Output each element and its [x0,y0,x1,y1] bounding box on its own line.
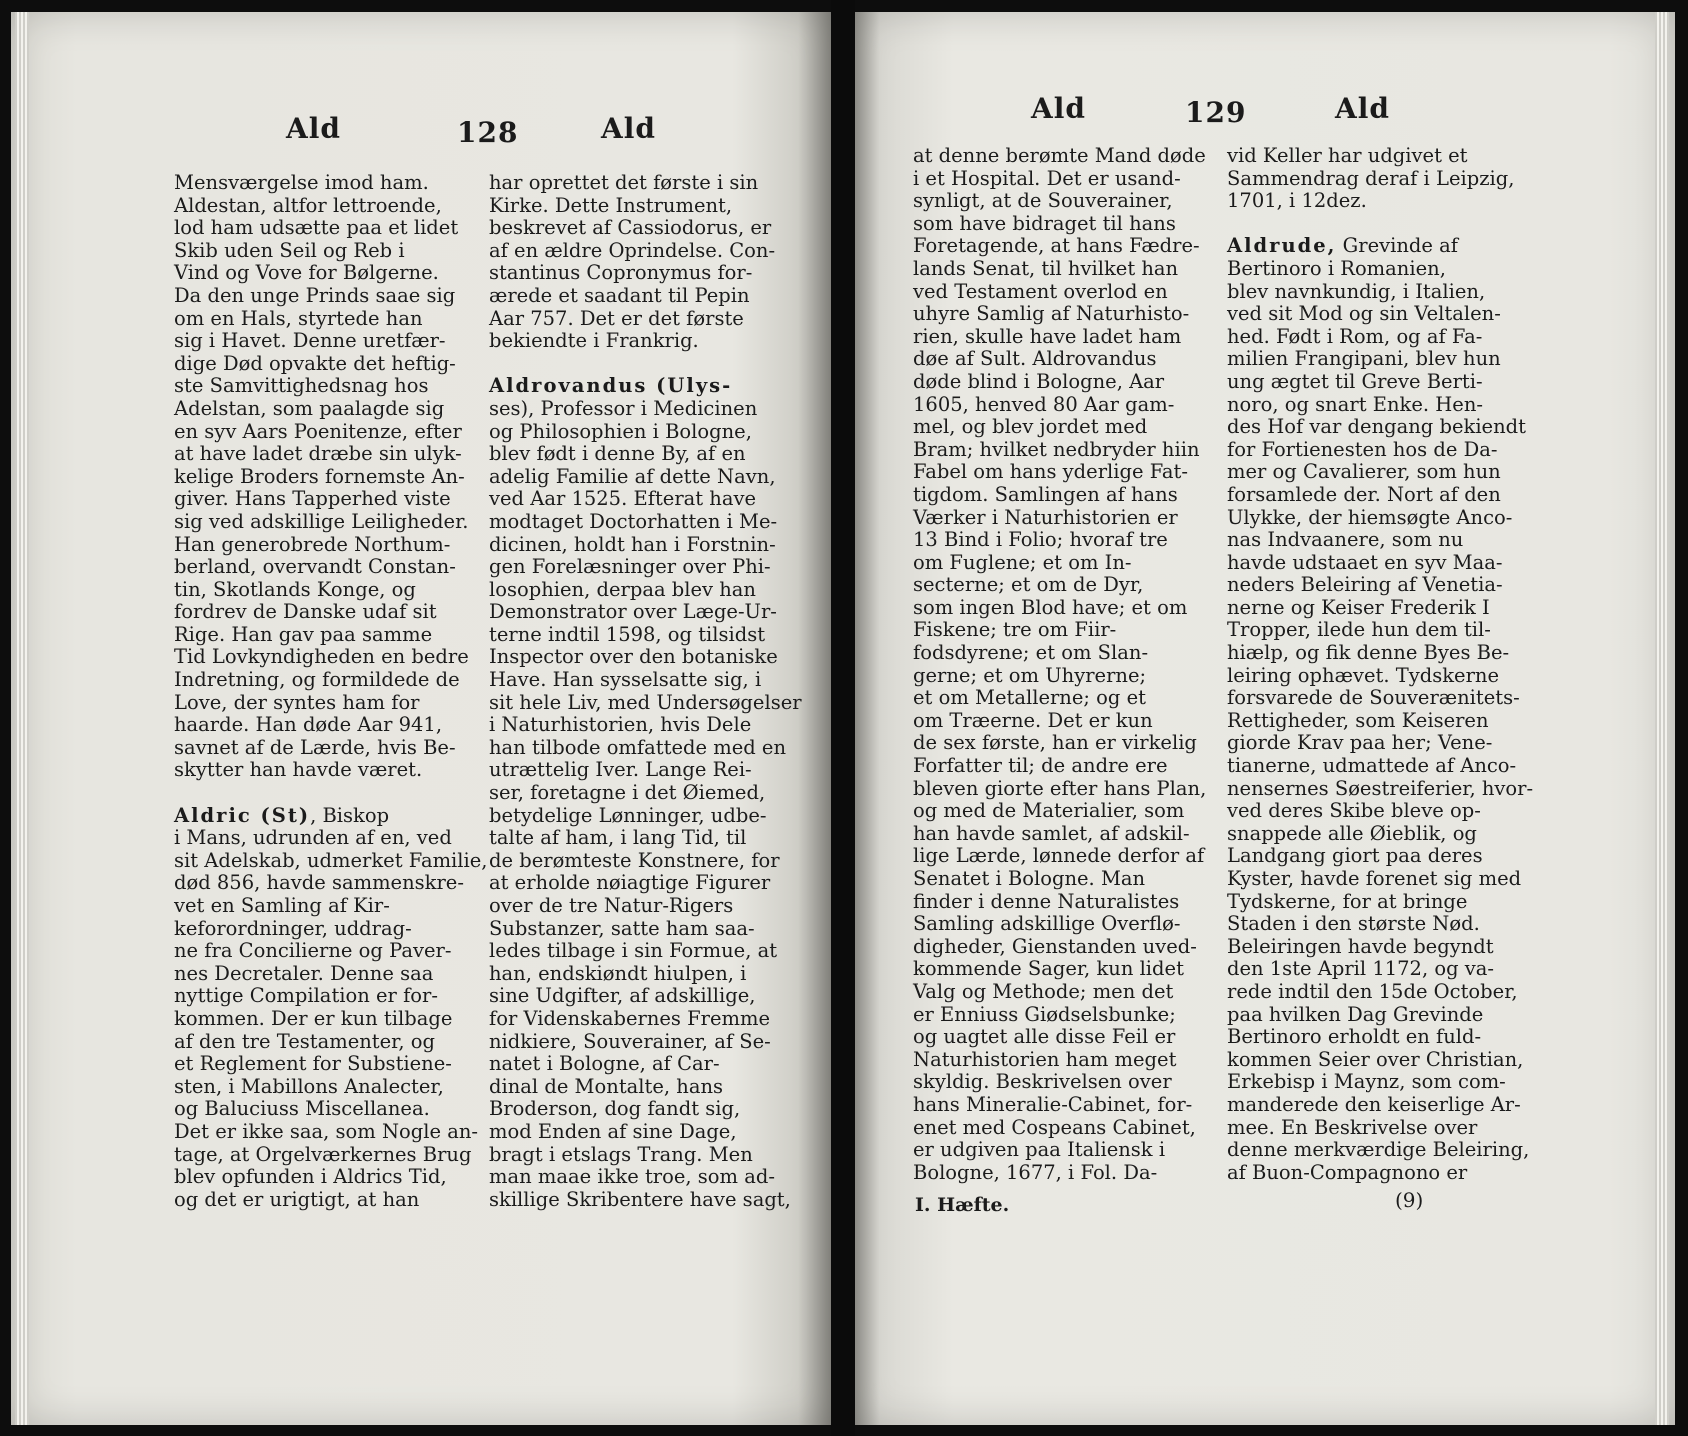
text-line: Kirke. Dette Instrument, [489,193,733,217]
text-line: og det er urigtigt, at han [174,1187,420,1211]
text-line: for Fortienesten hos de Da- [1227,437,1498,461]
text-line: og uagtet alle disse Feil er [913,1025,1176,1049]
text-line: Beleiringen havde begyndt [1227,934,1494,958]
text-line: 1605, henved 80 Aar gam- [913,392,1175,416]
text-line: Staden i den største Nød. [1227,912,1480,936]
text-line: milien Frangipani, blev hun [1227,347,1501,371]
running-head-right: Ald [1335,92,1390,125]
text-line: modtaget Doctorhatten i Me- [489,509,778,533]
text-line: mee. En Beskrivelse over [1227,1115,1478,1139]
running-head-left: Ald [286,112,341,145]
text-line: forsamlede der. Nort af den [1227,482,1501,506]
text-line: af Buon-Compagnono er [1227,1160,1468,1184]
text-line: Da den unge Prinds saae sig [174,283,456,307]
text-line: Bertinoro i Romanien, [1227,256,1446,280]
text-line: Demonstrator over Læge-Ur- [489,600,777,624]
text-line: Bertinoro erholdt en fuld- [1227,1025,1482,1049]
text-line: over de tre Natur-Rigers [489,894,734,917]
text-line: døde blind i Bologne, Aar [913,369,1165,393]
text-line: fordrev de Danske udaf sit [174,600,437,624]
text-line: bleven giorte efter hans Plan, [913,776,1207,800]
text-line: tigdom. Samlingen af hans [913,482,1178,506]
text-line: kommende Sager, kun lidet [913,957,1184,981]
text-line: rien, skulle have ladet ham [913,324,1182,348]
text-line: adelig Familie af dette Navn, [489,464,776,488]
text-line: en syv Aars Poenitenze, efter [174,419,462,443]
text-line: des Hof var dengang bekiendt [1227,415,1526,439]
text-line: døe af Sult. Aldrovandus [913,347,1157,371]
text-line: ne fra Concilierne og Paver- [174,939,452,963]
text-line: lands Senat, til hvilket han [913,256,1179,280]
text-line: 13 Bind i Folio; hvoraf tre [913,528,1168,552]
text-line: han tilbode omfattede med en [489,735,787,759]
text-line: Tropper, ilede hun dem til- [1227,618,1491,642]
text-line: Det er ikke saa, som Nogle an- [174,1119,479,1143]
text-line: ser, foretagne i det Øiemed, [489,781,766,805]
text-line: blev født i denne By, af en [489,442,746,466]
text-line: sit Adelskab, udmerket Familie, [174,848,488,872]
text-line: beskrevet af Cassiodorus, er [489,216,772,240]
page-edges [1655,12,1669,1425]
text-line: for Videnskabernes Fremme [489,1006,771,1030]
text-line: Foretagende, at hans Fædre- [913,234,1200,258]
text-line: mel, og blev jordet med [913,415,1148,439]
text-line: Sammendrag deraf i Leipzig, [1227,166,1515,190]
text-line: ledes tilbage i sin Formue, at [489,939,778,963]
text-line: snappede alle Øieblik, og [1227,821,1477,845]
text-line: skytter han havde været. [174,758,423,782]
text-line: om Fuglene; et om In- [913,550,1132,574]
text-line: synligt, at de Souverainer, [913,189,1173,213]
text-line: rede indtil den 15de October, [1227,979,1518,1003]
text-line: nidkiere, Souverainer, af Se- [489,1029,771,1053]
text-line: at have ladet dræbe sin ulyk- [174,442,462,466]
text-line: sten, i Mabillons Analecter, [174,1074,444,1098]
text-line: haarde. Han døde Aar 941, [174,713,443,737]
text-line: i Naturhistorien, hvis Dele [489,713,752,737]
text-line: nas Indvaanere, som nu [1227,528,1464,552]
text-line: dicinen, holdt han i Forstnin- [489,532,776,556]
text-line: manderede den keiserlige Ar- [1227,1092,1521,1116]
text-line: losophien, derpaa blev han [489,577,756,601]
text-line: betydelige Lønninger, udbe- [489,803,767,827]
text-line: at erholde nøiagtige Figurer [489,871,771,895]
text-line: Han generobrede Northum- [174,532,451,556]
text-line: i et Hospital. Det er usand- [913,166,1181,190]
text-line: ærede et saadant til Pepin [489,283,750,307]
text-line: Fiskene; tre om Fiir- [913,618,1117,642]
text-line: ses), Professor i Medicinen [489,396,758,420]
text-line: Adelstan, som paalagde sig [174,396,445,420]
text-line: noro, og snart Enke. Hen- [1227,392,1483,416]
running-head-left: Ald [1031,92,1086,125]
text-line: terne indtil 1598, og tilsidst [489,622,766,646]
text-line: nensernes Søestreiferier, hvor- [1227,776,1534,800]
text-line: giorde Krav paa her; Vene- [1227,731,1493,755]
text-line: Bram; hvilket nedbryder hiin [913,437,1200,461]
text-line: Bologne, 1677, i Fol. Da- [913,1160,1158,1184]
text-line: kommen Seier over Christian, [1227,1047,1524,1071]
text-line: lige Lærde, lønnede derfor af [913,844,1205,868]
text-line: Tid Lovkyndigheden en bedre [174,645,469,669]
text-line: som have bidraget til hans [913,211,1176,235]
text-line: ved sit Mod og sin Veltalen- [1227,302,1501,326]
signature-line: I. Hæfte. [915,1194,1010,1216]
text-line: Aldric (St), Biskop [174,803,390,827]
text-line: mod Enden af sine Dage, [489,1119,737,1143]
text-line: kelige Broders fornemste An- [174,464,465,488]
text-line: han, endskiøndt hiulpen, i [489,961,747,985]
text-line: dige Død opvakte det heftig- [174,351,456,375]
entry-headword: Aldric (St) [174,803,311,827]
text-line: Rige. Han gav paa samme [174,622,433,646]
text-line: nes Decretaler. Denne saa [174,961,434,985]
text-line: blev navnkundig, i Italien, [1227,279,1486,303]
text-line: skillige Skribentere have sagt, [489,1187,791,1211]
text-line: Værker i Naturhistorien er [913,505,1178,529]
text-line: tage, at Orgelværkernes Brug [174,1142,472,1166]
text-line: natet i Bologne, af Car- [489,1052,720,1076]
text-line: dinal de Montalte, hans [489,1074,724,1098]
text-line [489,353,791,376]
text-line [1227,213,1517,236]
text-line: denne merkværdige Beleiring, [1227,1138,1530,1162]
text-line: paa hvilken Dag Grevinde [1227,1002,1484,1026]
text-line: Valg og Methode; men det [913,979,1174,1003]
text-column-left [913,145,1205,1184]
text-line: Aldrude, Grevinde af [1227,234,1458,258]
text-line: giver. Hans Tapperhed viste [174,487,451,511]
page-edges [15,12,29,1425]
text-line: nerne og Keiser Frederik I [1227,595,1490,619]
text-line: Ulykke, der hiemsøgte Anco- [1227,505,1513,529]
text-line: mer og Cavalierer, som hun [1227,460,1501,484]
text-line: er udgiven paa Italiensk i [913,1138,1166,1162]
text-line: havde udstaaet en syv Maa- [1227,550,1503,574]
text-line: og Baluciuss Miscellanea. [174,1097,430,1121]
text-line: den 1ste April 1172, og va- [1227,957,1495,981]
text-line: at denne berømte Mand døde [913,144,1206,167]
text-column-right [489,171,802,1211]
text-line: Forfatter til; de andre ere [913,754,1168,778]
text-line: berland, overvandt Constan- [174,555,456,579]
text-line: vet en Samling af Kir- [174,894,390,917]
text-line: ved Testament overlod en [913,279,1168,303]
text-line: Erkebisp i Maynz, som com- [1227,1070,1506,1094]
text-line: utrættelig Iver. Lange Rei- [489,758,752,782]
text-line: uhyre Samlig af Naturhisto- [913,302,1190,326]
text-line: bragt i etslags Trang. Men [489,1142,753,1166]
text-line: Rettigheder, som Keiseren [1227,708,1489,732]
text-column-right [1227,144,1534,1184]
text-line: Inspector over den botaniske [489,645,778,669]
text-line: keforordninger, uddrag- [174,916,412,940]
text-line: neders Beleiring af Venetia- [1227,573,1503,597]
page-number: 128 [457,116,519,149]
text-line: tianerne, udmattede af Anco- [1227,754,1517,778]
text-line [174,782,474,805]
text-line: talte af ham, i lang Tid, til [489,826,747,850]
text-line: lod ham udsætte paa et lidet [174,216,459,240]
text-line: og Philosophien i Bologne, [489,419,752,443]
text-line: Skib uden Seil og Reb i [174,238,405,262]
text-line: ved deres Skibe bleve op- [1227,799,1481,823]
text-line: af en ældre Oprindelse. Con- [489,238,776,262]
text-line: er Enniuss Giødselsbunke; [913,1002,1176,1026]
text-line [489,375,791,398]
text-line: om Træerne. Det er kun [913,708,1153,732]
text-line: død 856, havde sammenskre- [174,871,464,895]
text-line: 1701, i 12dez. [1227,189,1367,213]
text-line: Naturhistorien ham meget [913,1047,1177,1071]
text-line: Landgang giort paa deres [1227,844,1483,868]
text-line: et om Metallerne; og et [913,686,1146,710]
text-line: nyttige Compilation er for- [174,984,438,1008]
text-line: Indretning, og formildede de [174,668,460,692]
text-line: digheder, Gienstanden uved- [913,934,1197,958]
text-line: Mensværgelse imod ham. [174,171,429,194]
text-line: stantinus Copronymus for- [489,261,753,285]
running-head-right: Ald [601,112,656,145]
text-line: Senatet i Bologne. Man [913,867,1146,890]
text-line: blev opfunden i Aldrics Tid, [174,1165,447,1189]
text-line: som ingen Blod have; et om [913,595,1188,619]
text-line: man maae ikke troe, som ad- [489,1165,775,1189]
text-line: savnet af de Lærde, hvis Be- [174,735,456,759]
right-page [855,12,1675,1425]
text-line: secterne; et om de Dyr, [913,573,1144,597]
text-line: har oprettet det første i sin [489,171,759,194]
text-line: enet med Cospeans Cabinet, [913,1115,1196,1139]
text-line: et Reglement for Substiene- [174,1052,452,1076]
text-line: sig i Havet. Denne uretfær- [174,329,446,353]
text-line: kommen. Der er kun tilbage [174,1006,453,1030]
text-line: tin, Skotlands Konge, og [174,577,416,601]
text-line: Kyster, havde forenet sig med [1227,867,1522,890]
text-line: i Mans, udrunden af en, ved [174,826,452,850]
text-line: gen Forelæsninger over Phi- [489,555,771,579]
signature-mark: (9) [1395,1188,1424,1212]
text-line: ved Aar 1525. Efterat have [489,487,757,511]
text-line: leiring ophævet. Tydskerne [1227,663,1500,687]
text-line: Vind og Vove for Bølgerne. [174,261,439,285]
text-line: de berømteste Konstnere, for [489,848,780,872]
text-line: Aar 757. Det er det første [489,306,744,330]
text-line: om en Hals, styrtede han [174,306,423,330]
page-number: 129 [1185,96,1247,129]
text-line: Have. Han sysselsatte sig, i [489,668,762,692]
text-line: Broderson, dog fandt sig, [489,1097,741,1121]
text-line: Substanzer, satte ham saa- [489,916,755,940]
text-line: Fabel om hans yderlige Fat- [913,460,1188,484]
text-line: Aldestan, altfor lettroende, [174,193,442,217]
text-line: de sex første, han er virkelig [913,731,1197,755]
text-line: sit hele Liv, med Undersøgelser [489,690,802,714]
text-line: finder i denne Naturalistes [913,889,1180,913]
text-line: ste Samvittighedsnag hos [174,374,429,398]
text-line: hiælp, og fik denne Byes Be- [1227,641,1510,665]
text-line: og med de Materialier, som [913,799,1185,823]
text-line: Samling adskillige Overflø- [913,912,1181,936]
text-line: gerne; et om Uhyrerne; [913,663,1147,687]
entry-headword: Aldrude, [1227,234,1337,258]
text-line: Love, der syntes ham for [174,690,420,714]
text-line: hans Mineralie-Cabinet, for- [913,1092,1193,1116]
text-line: ung ægtet til Greve Berti- [1227,369,1483,393]
text-line: han havde samlet, af adskil- [913,821,1190,845]
text-line: sig ved adskillige Leiligheder. [174,509,469,533]
text-line: af den tre Testamenter, og [174,1029,435,1053]
left-page [11,12,831,1425]
text-line: hed. Født i Rom, og af Fa- [1227,324,1483,348]
text-line: bekiendte i Frankrig. [489,329,699,353]
text-line: vid Keller har udgivet et [1227,144,1468,167]
text-line: skyldig. Beskrivelsen over [913,1070,1172,1094]
page-gutter [831,0,855,1436]
text-column-left [174,171,488,1211]
text-line: fodsdyrene; et om Slan- [913,641,1149,665]
text-line: Tydskerne, for at bringe [1227,889,1468,913]
entry-headword: Aldrovandus (Ulys- [489,374,733,398]
text-line: sine Udgifter, af adskillige, [489,984,756,1008]
text-line: forsvarede de Souverænitets- [1227,686,1520,710]
